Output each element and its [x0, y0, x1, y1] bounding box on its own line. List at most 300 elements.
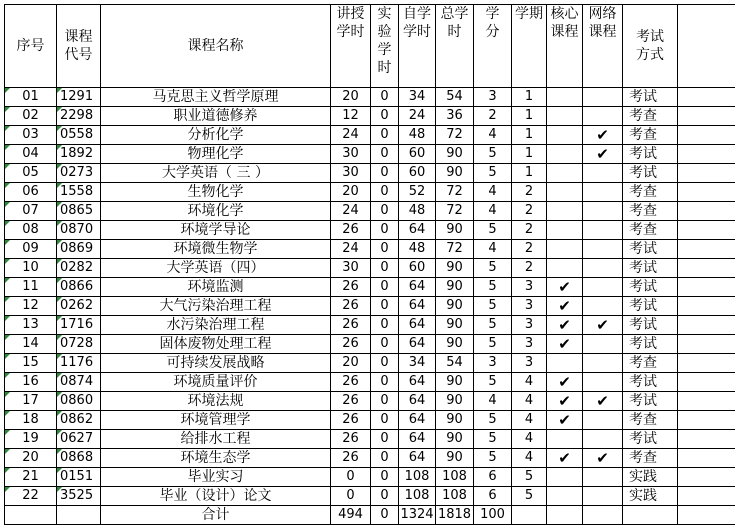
- row-no: 14: [5, 335, 57, 354]
- row-experiment: 0: [371, 468, 399, 487]
- header-online: 网络 课程: [583, 5, 623, 88]
- row-course-name: 环境质量评价: [101, 373, 331, 392]
- row-core-check: [547, 88, 583, 107]
- row-code: 0869: [57, 240, 101, 259]
- row-blank: [678, 430, 735, 449]
- row-code: 2298: [57, 107, 101, 126]
- row-total-hours: 90: [436, 335, 474, 354]
- row-blank: [678, 354, 735, 373]
- row-blank: [678, 449, 735, 468]
- row-lecture: 0: [331, 487, 371, 506]
- table-row: [5, 202, 735, 221]
- row-exam-method: 考试: [623, 259, 678, 278]
- row-total-hours: 90: [436, 411, 474, 430]
- row-blank: [678, 278, 735, 297]
- table-row: [5, 126, 735, 145]
- row-exam-method: 考查: [623, 221, 678, 240]
- row-no: 03: [5, 126, 57, 145]
- row-semester: 2: [512, 259, 547, 278]
- header-total-hours: 总学 时: [436, 5, 474, 88]
- row-experiment: 0: [371, 487, 399, 506]
- row-credits: 6: [474, 487, 512, 506]
- row-credits: 4: [474, 126, 512, 145]
- row-semester: 3: [512, 297, 547, 316]
- row-code: 0262: [57, 297, 101, 316]
- row-credits: 5: [474, 278, 512, 297]
- row-semester: 3: [512, 335, 547, 354]
- row-course-name: 可持续发展战略: [101, 354, 331, 373]
- row-lecture: 26: [331, 221, 371, 240]
- row-credits: 5: [474, 316, 512, 335]
- row-credits: 4: [474, 202, 512, 221]
- row-course-name: 物理化学: [101, 145, 331, 164]
- row-no: 02: [5, 107, 57, 126]
- row-credits: 2: [474, 107, 512, 126]
- row-total-hours: 108: [436, 468, 474, 487]
- row-code: 1892: [57, 145, 101, 164]
- row-exam-method: 考试: [623, 88, 678, 107]
- row-exam-method: 考试: [623, 164, 678, 183]
- row-self-study: 64: [399, 297, 436, 316]
- row-code: 0868: [57, 449, 101, 468]
- row-online-check: ✔: [583, 316, 623, 335]
- row-online-check: [583, 221, 623, 240]
- row-total-hours: 90: [436, 316, 474, 335]
- row-code: 0860: [57, 392, 101, 411]
- row-no: 06: [5, 183, 57, 202]
- row-lecture: 26: [331, 373, 371, 392]
- row-credits: 4: [474, 183, 512, 202]
- row-course-name: 环境学导论: [101, 221, 331, 240]
- row-lecture: 20: [331, 88, 371, 107]
- row-code: 0558: [57, 126, 101, 145]
- row-lecture: 20: [331, 183, 371, 202]
- row-self-study: 108: [399, 487, 436, 506]
- row-exam-method: 考查: [623, 411, 678, 430]
- row-semester: 1: [512, 164, 547, 183]
- row-credits: 4: [474, 240, 512, 259]
- row-exam-method: 考试: [623, 335, 678, 354]
- row-no: 12: [5, 297, 57, 316]
- row-total-hours: 72: [436, 126, 474, 145]
- row-exam-method: 考试: [623, 373, 678, 392]
- row-experiment: 0: [371, 297, 399, 316]
- row-course-name: 环境管理学: [101, 411, 331, 430]
- total-cell-blank-4: [547, 506, 583, 525]
- row-exam-method: 考试: [623, 145, 678, 164]
- row-no: 16: [5, 373, 57, 392]
- total-self-study: 1324: [399, 506, 436, 525]
- row-self-study: 64: [399, 316, 436, 335]
- row-semester: 4: [512, 411, 547, 430]
- row-credits: 5: [474, 297, 512, 316]
- total-cell-blank-2: [57, 506, 101, 525]
- row-credits: 5: [474, 449, 512, 468]
- row-no: 13: [5, 316, 57, 335]
- row-core-check: ✔: [547, 297, 583, 316]
- row-core-check: [547, 164, 583, 183]
- table-row: [5, 468, 735, 487]
- row-exam-method: 考查: [623, 107, 678, 126]
- row-no: 07: [5, 202, 57, 221]
- row-total-hours: 90: [436, 145, 474, 164]
- row-credits: 5: [474, 335, 512, 354]
- row-semester: 1: [512, 107, 547, 126]
- row-total-hours: 72: [436, 240, 474, 259]
- table-row: [5, 487, 735, 506]
- row-self-study: 48: [399, 202, 436, 221]
- total-cell-blank-5: [583, 506, 623, 525]
- row-online-check: [583, 278, 623, 297]
- header-lecture: 讲授 学时: [331, 5, 371, 88]
- row-blank: [678, 259, 735, 278]
- row-no: 11: [5, 278, 57, 297]
- row-experiment: 0: [371, 373, 399, 392]
- row-blank: [678, 297, 735, 316]
- row-exam-method: 考查: [623, 183, 678, 202]
- row-core-check: ✔: [547, 278, 583, 297]
- row-self-study: 48: [399, 126, 436, 145]
- table-row: [5, 240, 735, 259]
- header-semester: 学期: [512, 5, 547, 88]
- row-total-hours: 90: [436, 392, 474, 411]
- row-no: 01: [5, 88, 57, 107]
- row-self-study: 108: [399, 468, 436, 487]
- row-no: 22: [5, 487, 57, 506]
- row-online-check: [583, 183, 623, 202]
- row-online-check: [583, 335, 623, 354]
- row-experiment: 0: [371, 316, 399, 335]
- row-core-check: [547, 259, 583, 278]
- row-no: 08: [5, 221, 57, 240]
- total-experiment: 0: [371, 506, 399, 525]
- row-credits: 5: [474, 164, 512, 183]
- table-row: [5, 259, 735, 278]
- table-body: [5, 88, 735, 506]
- table-row: [5, 449, 735, 468]
- row-blank: [678, 335, 735, 354]
- row-total-hours: 72: [436, 183, 474, 202]
- row-blank: [678, 202, 735, 221]
- row-exam-method: 考查: [623, 126, 678, 145]
- header-self-study: 自学 学时: [399, 5, 436, 88]
- course-table-container: [4, 4, 731, 523]
- row-core-check: [547, 468, 583, 487]
- row-lecture: 26: [331, 411, 371, 430]
- table-row: [5, 373, 735, 392]
- row-self-study: 64: [399, 449, 436, 468]
- row-semester: 1: [512, 145, 547, 164]
- row-online-check: [583, 297, 623, 316]
- row-experiment: 0: [371, 126, 399, 145]
- row-experiment: 0: [371, 240, 399, 259]
- total-cell-blank-7: [678, 506, 735, 525]
- row-self-study: 64: [399, 278, 436, 297]
- row-core-check: [547, 354, 583, 373]
- row-online-check: [583, 240, 623, 259]
- total-cell-blank-6: [623, 506, 678, 525]
- row-core-check: [547, 487, 583, 506]
- row-no: 04: [5, 145, 57, 164]
- row-self-study: 64: [399, 430, 436, 449]
- row-core-check: ✔: [547, 373, 583, 392]
- row-core-check: ✔: [547, 449, 583, 468]
- row-course-name: 给排水工程: [101, 430, 331, 449]
- row-no: 19: [5, 430, 57, 449]
- row-lecture: 20: [331, 354, 371, 373]
- row-code: 1716: [57, 316, 101, 335]
- row-experiment: 0: [371, 259, 399, 278]
- row-credits: 5: [474, 411, 512, 430]
- table-row: [5, 164, 735, 183]
- row-blank: [678, 373, 735, 392]
- row-core-check: [547, 221, 583, 240]
- row-exam-method: 实践: [623, 468, 678, 487]
- row-semester: 4: [512, 430, 547, 449]
- row-self-study: 64: [399, 373, 436, 392]
- row-total-hours: 90: [436, 259, 474, 278]
- totals-label: 合计: [101, 506, 331, 525]
- row-experiment: 0: [371, 430, 399, 449]
- row-no: 05: [5, 164, 57, 183]
- header-row: [5, 5, 735, 88]
- table-row: [5, 107, 735, 126]
- row-experiment: 0: [371, 145, 399, 164]
- row-online-check: [583, 107, 623, 126]
- row-semester: 1: [512, 126, 547, 145]
- row-credits: 3: [474, 88, 512, 107]
- row-credits: 5: [474, 430, 512, 449]
- row-code: 1291: [57, 88, 101, 107]
- row-course-name: 环境监测: [101, 278, 331, 297]
- row-online-check: [583, 164, 623, 183]
- row-lecture: 0: [331, 468, 371, 487]
- row-course-name: 大气污染治理工程: [101, 297, 331, 316]
- row-blank: [678, 392, 735, 411]
- row-core-check: ✔: [547, 335, 583, 354]
- row-total-hours: 54: [436, 354, 474, 373]
- row-credits: 5: [474, 373, 512, 392]
- row-online-check: [583, 88, 623, 107]
- row-lecture: 26: [331, 430, 371, 449]
- row-online-check: ✔: [583, 126, 623, 145]
- row-code: 0627: [57, 430, 101, 449]
- row-self-study: 60: [399, 259, 436, 278]
- table-row: [5, 297, 735, 316]
- row-blank: [678, 145, 735, 164]
- row-code: 1176: [57, 354, 101, 373]
- row-course-name: 环境生态学: [101, 449, 331, 468]
- row-online-check: ✔: [583, 392, 623, 411]
- row-self-study: 64: [399, 411, 436, 430]
- table-row: [5, 335, 735, 354]
- table-row: [5, 145, 735, 164]
- row-code: 1558: [57, 183, 101, 202]
- row-course-name: 环境化学: [101, 202, 331, 221]
- row-semester: 4: [512, 373, 547, 392]
- row-experiment: 0: [371, 183, 399, 202]
- row-experiment: 0: [371, 449, 399, 468]
- row-total-hours: 90: [436, 430, 474, 449]
- row-total-hours: 90: [436, 221, 474, 240]
- table-row: [5, 354, 735, 373]
- row-total-hours: 90: [436, 449, 474, 468]
- row-code: 0151: [57, 468, 101, 487]
- row-blank: [678, 468, 735, 487]
- row-experiment: 0: [371, 335, 399, 354]
- table-row: [5, 392, 735, 411]
- row-online-check: [583, 468, 623, 487]
- row-online-check: [583, 354, 623, 373]
- row-core-check: [547, 126, 583, 145]
- row-total-hours: 54: [436, 88, 474, 107]
- row-self-study: 60: [399, 145, 436, 164]
- totals-row: [5, 506, 735, 525]
- row-lecture: 26: [331, 335, 371, 354]
- row-core-check: ✔: [547, 392, 583, 411]
- header-no-label: 序号: [16, 38, 45, 54]
- row-online-check: [583, 373, 623, 392]
- row-lecture: 30: [331, 164, 371, 183]
- row-total-hours: 72: [436, 202, 474, 221]
- row-semester: 2: [512, 202, 547, 221]
- row-core-check: [547, 183, 583, 202]
- row-course-name: 毕业（设计）论文: [101, 487, 331, 506]
- row-course-name: 职业道德修养: [101, 107, 331, 126]
- row-blank: [678, 240, 735, 259]
- row-semester: 5: [512, 468, 547, 487]
- row-blank: [678, 164, 735, 183]
- row-online-check: ✔: [583, 145, 623, 164]
- row-no: 20: [5, 449, 57, 468]
- row-code: 0728: [57, 335, 101, 354]
- row-total-hours: 90: [436, 297, 474, 316]
- row-semester: 2: [512, 183, 547, 202]
- row-code: 0865: [57, 202, 101, 221]
- header-credits: 学 分: [474, 5, 512, 88]
- row-total-hours: 36: [436, 107, 474, 126]
- row-credits: 3: [474, 354, 512, 373]
- row-course-name: 大学英语（四）: [101, 259, 331, 278]
- header-exam-method: 考试 方式: [623, 5, 678, 88]
- row-core-check: [547, 240, 583, 259]
- row-semester: 2: [512, 240, 547, 259]
- row-semester: 3: [512, 278, 547, 297]
- row-blank: [678, 107, 735, 126]
- row-lecture: 12: [331, 107, 371, 126]
- row-course-name: 环境微生物学: [101, 240, 331, 259]
- row-lecture: 24: [331, 240, 371, 259]
- total-cell-blank-1: [5, 506, 57, 525]
- row-core-check: [547, 145, 583, 164]
- row-code: 0874: [57, 373, 101, 392]
- table-row: [5, 278, 735, 297]
- row-course-name: 大学英语（ 三 ）: [101, 164, 331, 183]
- row-online-check: [583, 430, 623, 449]
- row-blank: [678, 126, 735, 145]
- row-no: 18: [5, 411, 57, 430]
- row-course-name: 毕业实习: [101, 468, 331, 487]
- row-credits: 6: [474, 468, 512, 487]
- row-self-study: 34: [399, 88, 436, 107]
- row-exam-method: 实践: [623, 487, 678, 506]
- row-semester: 3: [512, 354, 547, 373]
- table-row: [5, 183, 735, 202]
- row-exam-method: 考试: [623, 240, 678, 259]
- row-semester: 1: [512, 88, 547, 107]
- row-total-hours: 90: [436, 278, 474, 297]
- row-experiment: 0: [371, 202, 399, 221]
- total-credits: 100: [474, 506, 512, 525]
- total-cell-blank-3: [512, 506, 547, 525]
- row-exam-method: 考查: [623, 354, 678, 373]
- row-self-study: 34: [399, 354, 436, 373]
- row-lecture: 26: [331, 392, 371, 411]
- row-course-name: 水污染治理工程: [101, 316, 331, 335]
- row-lecture: 26: [331, 449, 371, 468]
- row-exam-method: 考试: [623, 278, 678, 297]
- row-lecture: 30: [331, 259, 371, 278]
- row-exam-method: 考试: [623, 430, 678, 449]
- row-experiment: 0: [371, 107, 399, 126]
- row-code: 0870: [57, 221, 101, 240]
- row-no: 15: [5, 354, 57, 373]
- row-semester: 4: [512, 449, 547, 468]
- row-exam-method: 考试: [623, 297, 678, 316]
- row-no: 10: [5, 259, 57, 278]
- row-experiment: 0: [371, 221, 399, 240]
- row-core-check: [547, 202, 583, 221]
- total-lecture: 494: [331, 506, 371, 525]
- table-row: [5, 88, 735, 107]
- row-exam-method: 考试: [623, 392, 678, 411]
- row-experiment: 0: [371, 88, 399, 107]
- total-hours: 1818: [436, 506, 474, 525]
- row-credits: 5: [474, 221, 512, 240]
- header-no: [5, 5, 57, 88]
- row-core-check: ✔: [547, 316, 583, 335]
- row-self-study: 64: [399, 221, 436, 240]
- row-self-study: 52: [399, 183, 436, 202]
- row-no: 21: [5, 468, 57, 487]
- row-code: 0282: [57, 259, 101, 278]
- row-self-study: 48: [399, 240, 436, 259]
- row-lecture: 26: [331, 316, 371, 335]
- row-semester: 3: [512, 316, 547, 335]
- header-name: 课程名称: [101, 5, 331, 88]
- row-total-hours: 90: [436, 164, 474, 183]
- table-row: [5, 430, 735, 449]
- row-semester: 5: [512, 487, 547, 506]
- row-course-name: 生物化学: [101, 183, 331, 202]
- row-experiment: 0: [371, 392, 399, 411]
- row-code: 3525: [57, 487, 101, 506]
- row-exam-method: 考查: [623, 202, 678, 221]
- row-online-check: [583, 487, 623, 506]
- row-lecture: 24: [331, 126, 371, 145]
- table-row: [5, 221, 735, 240]
- row-code: 0862: [57, 411, 101, 430]
- row-lecture: 24: [331, 202, 371, 221]
- row-blank: [678, 88, 735, 107]
- row-blank: [678, 221, 735, 240]
- row-lecture: 30: [331, 145, 371, 164]
- row-semester: 4: [512, 392, 547, 411]
- row-blank: [678, 411, 735, 430]
- row-total-hours: 90: [436, 373, 474, 392]
- row-semester: 2: [512, 221, 547, 240]
- row-no: 17: [5, 392, 57, 411]
